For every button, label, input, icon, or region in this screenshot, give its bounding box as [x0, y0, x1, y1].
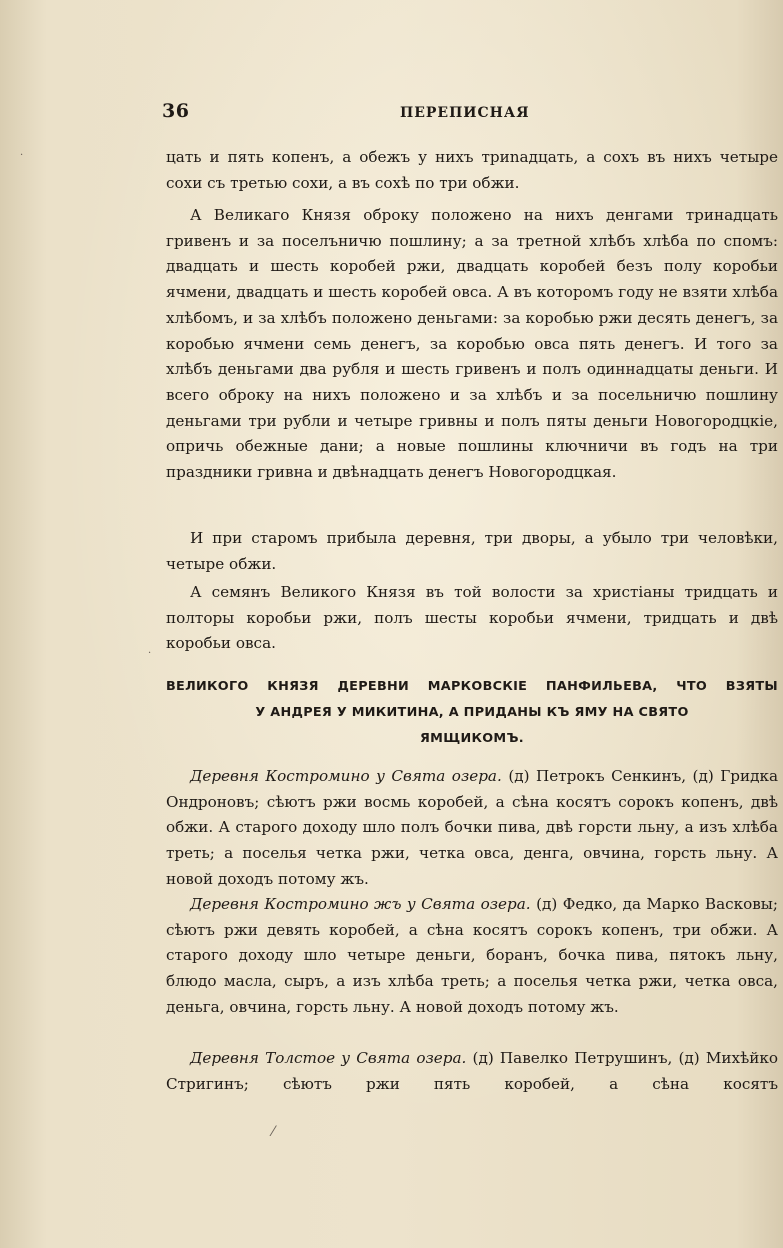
- paragraph-semyan: А семянъ Великого Князя въ той волости за христіаны тридцать и полторы коробьи ржи, полъ шесты коробьи ячмени, тридцать и двѣ коробьи овса.: [166, 583, 778, 653]
- section-heading: [166, 674, 778, 752]
- entry-title: Деревня Костромино жъ у Свята озера.: [190, 895, 531, 913]
- page-number: 36: [162, 100, 190, 122]
- entry-tolstoe: [166, 1046, 778, 1097]
- section-heading-line-2: У АНДРЕЯ У МИКИТИНА, А ПРИДАНЫ КЪ ЯМУ НА СВЯТО: [255, 705, 689, 720]
- margin-speck: ·: [20, 150, 24, 161]
- entry-title: Деревня Толстое у Свята озера.: [190, 1049, 467, 1067]
- entry-title: Деревня Костромино у Свята озера.: [190, 767, 502, 785]
- section-heading-line-3: ЯМЩИКОМЪ.: [420, 731, 524, 746]
- margin-speck: ·: [148, 648, 152, 659]
- margin-speck: ⁄: [272, 1124, 275, 1140]
- running-title: ПЕРЕПИСНАЯ: [400, 105, 530, 121]
- entry-kostromino-2: [166, 892, 778, 1021]
- paragraph-continuation: цать и пять копенъ, а обежъ у нихъ триnадцать, а сохъ въ нихъ четыре сохи съ третью сохи, а въ сохѣ по три обжи.: [166, 148, 778, 192]
- entry-text: (д) Федко, да Марко Васковы; сѣютъ ржи девять коробей, а сѣна косятъ сорокъ копенъ, три обжи. А старого доходу шло четыре деньги, боранъ, бочка пива, пятокъ льну, блюдо масла, сыръ, а изъ хлѣба треть; а поселья четка ржи, четка овса, деньга, овчина, горсть льну. А новой доходъ потому жъ.: [166, 895, 779, 1016]
- entry-text: (д) Павелко Петрушинъ, (д) Михѣйко Стригинъ; сѣютъ ржи пять коробей, а сѣна косятъ: [166, 1049, 779, 1093]
- section-heading-line-1: ВЕЛИКОГО КНЯЗЯ ДЕРЕВНИ МАРКОВСКІЕ ПАНФИЛЬЕВА, ЧТО ВЗЯТЫ: [166, 679, 778, 694]
- entry-text: (д) Петрокъ Сенкинъ, (д) Гридка Ондроновъ; сѣютъ ржи восмь коробей, а сѣна косятъ сорокъ копенъ, двѣ обжи. А старого доходу шло полъ бочки пива, двѣ горсти льну, а изъ хлѣба треть; а поселья четка ржи, четка овса, денга, овчина, горсть льну. А новой доходъ потому жъ.: [166, 767, 779, 888]
- paragraph-pribyla: И при старомъ прибыла деревня, три дворы, а убыло три человѣки, четыре обжи.: [166, 529, 778, 573]
- paragraph-obrok: А Великаго Князя оброку положено на нихъ денгами тринадцать гривенъ и за поселъничю пошлину; а за третной хлѣбъ хлѣба по спомъ: двадцать и шесть коробей ржи, двадцать коробей безъ полу коробьи ячмени, двадцать и шесть коробей овса. А въ которомъ году не взяти хлѣба хлѣбомъ, и за хлѣбъ положено деньгами: за коробью ржи десять денегъ, за коробью ячмени семь денегъ, за коробью овса пять денегъ. И того за хлѣбъ деньгами два рубля и шесть гривенъ и полъ одиннадцаты деньги. И всего оброку на нихъ положено и за хлѣбъ и за посельничю пошлину деньгами три рубли и четыре гривны и полъ пяты деньги Новогородцкіе, опричь обежные дани; а новые пошлины ключничи въ годъ на три праздники гривна и двѣнадцать денегъ Новогородцкая.: [166, 206, 778, 482]
- entry-kostromino: [166, 764, 778, 893]
